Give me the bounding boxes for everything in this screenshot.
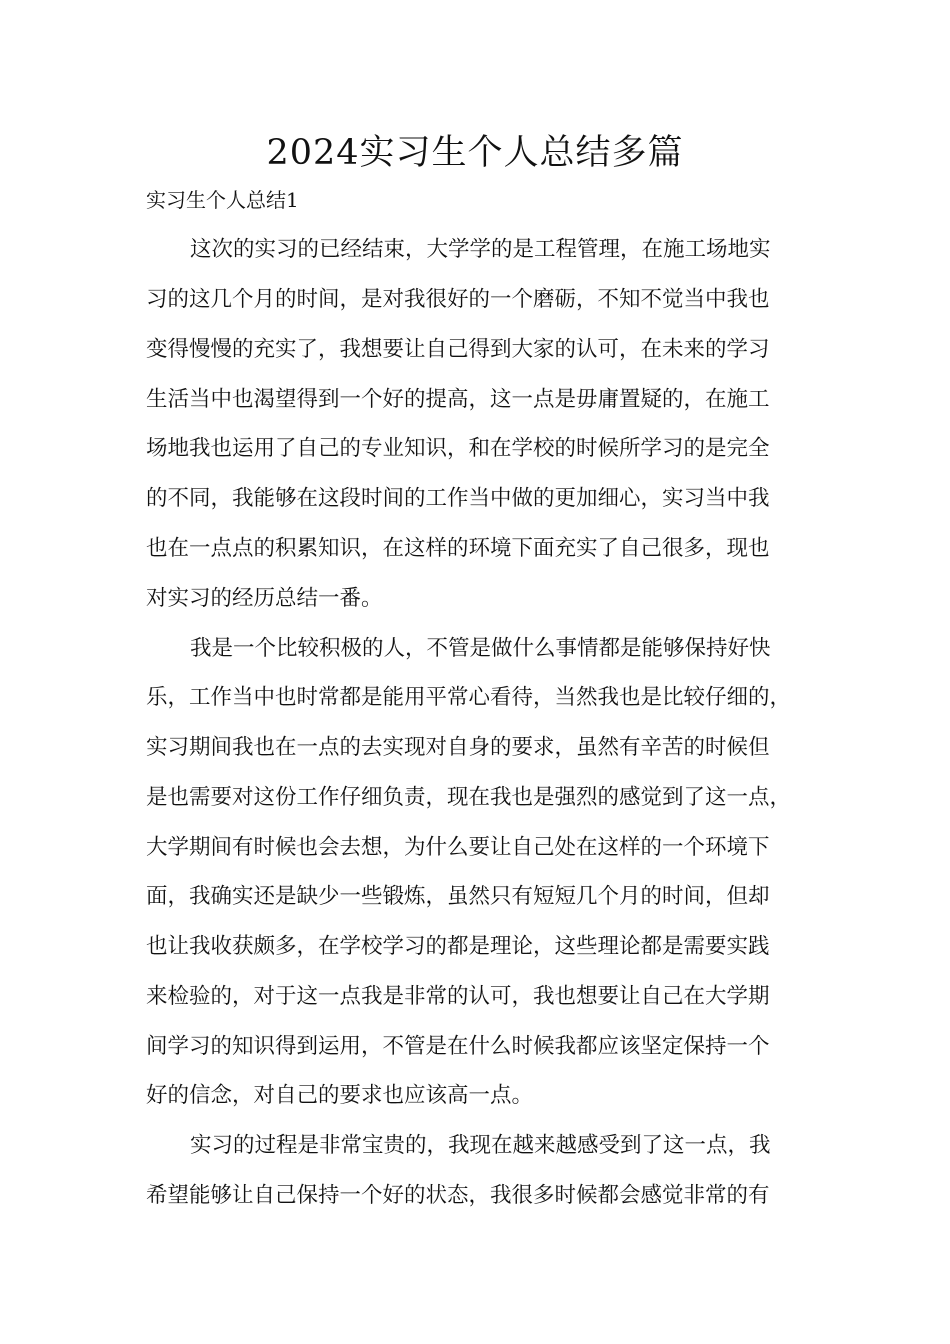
paragraph-1-line-8: 对实习的经历总结一番。 bbox=[146, 586, 383, 611]
paragraph-2-line-8: 来检验的，对于这一点我是非常的认可，我也想要让自己在大学期 bbox=[146, 984, 770, 1009]
paragraph-3-line-1: 实习的过程是非常宝贵的，我现在越来越感受到了这一点，我 bbox=[190, 1133, 771, 1158]
document-title: 2024实习生个人总结多篇 bbox=[266, 133, 684, 173]
paragraph-1-line-6: 的不同，我能够在这段时间的工作当中做的更加细心，实习当中我 bbox=[146, 486, 770, 511]
paragraph-2-line-6: 面，我确实还是缺少一些锻炼，虽然只有短短几个月的时间，但却 bbox=[146, 884, 770, 909]
paragraph-2-line-1: 我是一个比较积极的人，不管是做什么事情都是能够保持好快 bbox=[190, 636, 771, 661]
paragraph-2-line-7: 也让我收获颇多，在学校学习的都是理论，这些理论都是需要实践 bbox=[146, 934, 770, 959]
paragraph-1-line-7: 也在一点点的积累知识，在这样的环境下面充实了自己很多，现也 bbox=[146, 536, 770, 561]
paragraph-2-line-4: 是也需要对这份工作仔细负责，现在我也是强烈的感觉到了这一点， bbox=[146, 785, 792, 810]
paragraph-3-line-2: 希望能够让自己保持一个好的状态，我很多时候都会感觉非常的有 bbox=[146, 1183, 770, 1208]
paragraph-1-line-2: 习的这几个月的时间，是对我很好的一个磨砺，不知不觉当中我也 bbox=[146, 287, 770, 312]
paragraph-2-line-5: 大学期间有时候也会去想，为什么要让自己处在这样的一个环境下 bbox=[146, 835, 770, 860]
paragraph-2-line-2: 乐，工作当中也时常都是能用平常心看待，当然我也是比较仔细的， bbox=[146, 685, 792, 710]
paragraph-1-line-5: 场地我也运用了自己的专业知识，和在学校的时候所学习的是完全 bbox=[146, 436, 770, 461]
paragraph-1-line-3: 变得慢慢的充实了，我想要让自己得到大家的认可，在未来的学习 bbox=[146, 337, 770, 362]
paragraph-1-line-4: 生活当中也渴望得到一个好的提高，这一点是毋庸置疑的，在施工 bbox=[146, 387, 770, 412]
paragraph-2-line-3: 实习期间我也在一点的去实现对自身的要求，虽然有辛苦的时候但 bbox=[146, 735, 770, 760]
paragraph-1-line-1: 这次的实习的已经结束，大学学的是工程管理，在施工场地实 bbox=[190, 237, 771, 262]
paragraph-2-line-10: 好的信念，对自己的要求也应该高一点。 bbox=[146, 1083, 534, 1108]
section-heading: 实习生个人总结1 bbox=[146, 188, 299, 212]
paragraph-2-line-9: 间学习的知识得到运用，不管是在什么时候我都应该坚定保持一个 bbox=[146, 1034, 770, 1059]
